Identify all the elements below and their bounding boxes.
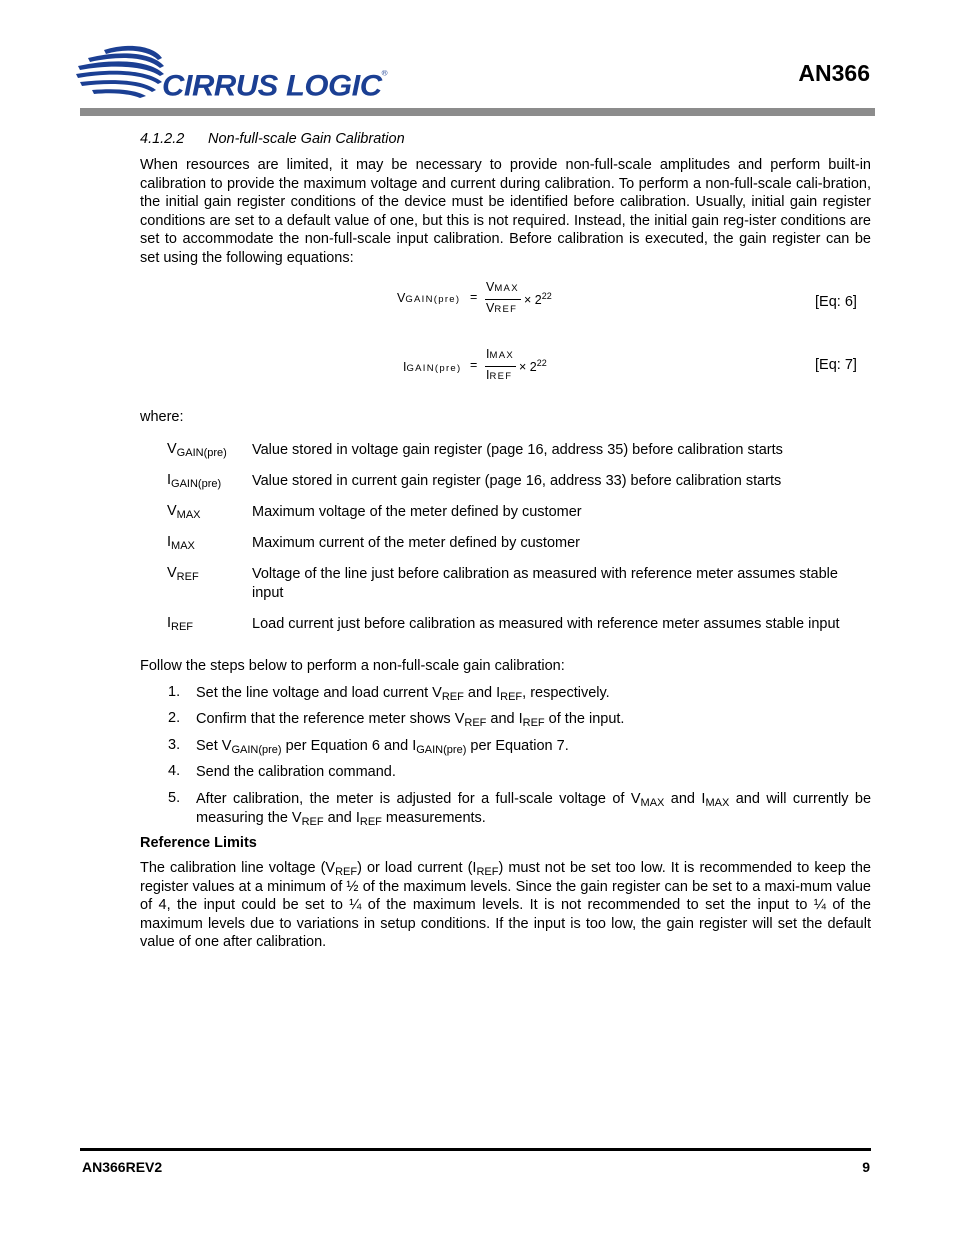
step-number: 4.: [168, 763, 181, 779]
def-desc: Maximum current of the meter defined by customer: [252, 535, 580, 551]
section-title: Non-full-scale Gain Calibration: [208, 131, 405, 147]
section-heading: [140, 131, 405, 147]
section-number: 4.1.2.2: [140, 131, 185, 147]
eq6-numerator: VMAX: [486, 280, 519, 294]
reference-limits-heading: Reference Limits: [140, 835, 257, 851]
step-text: After calibration, the meter is adjusted for a full-scale voltage of $V_{MAX}$ and $I_{MAX}$ and will currently be measuring the $V_{REF}$ and $I_{REF}$ measurements.: [196, 791, 872, 828]
eq7-numerator: IMAX: [486, 347, 514, 361]
footer-page-number: 9: [862, 1159, 870, 1175]
eq6-fraction-bar: [485, 299, 521, 300]
def-term: $V_{GAIN(pre)}$: [167, 441, 227, 459]
def-desc: Value stored in current gain register (page 16, address 33) before calibration starts: [252, 473, 782, 489]
reference-limits-paragraph: The calibration line voltage $(V_{REF})$ or load current $(I_{REF})$ must not be set too low. It is recommended to keep the register values at a minimum of ½ of the maximum levels. Since the gain register can be set to a maxi-mum value of 4, the input could be set to ¼ of the maximum levels. It is not recommended to set the input to ¼ of the maximum levels due to variations in setup conditions. If the input is too low, the gain register will set the default value of one after calibration.: [140, 860, 871, 951]
eq7-fraction-bar: [485, 366, 516, 367]
eq6-power: × $2^{22}$: [524, 291, 552, 308]
eq7-label: [Eq: 7]: [815, 357, 857, 373]
def-term: $I_{MAX}$: [167, 534, 195, 552]
step-text: Set $V_{GAIN(pre)}$ per Equation 6 and $I_{GAIN(pre)}$ per Equation 7.: [196, 738, 569, 756]
step-text: Send the calibration command.: [196, 764, 396, 780]
def-desc: Value stored in voltage gain register (page 16, address 35) before calibration starts: [252, 442, 783, 458]
step-number: 1.: [168, 684, 181, 700]
step-number: 2.: [168, 710, 181, 726]
eq7-denominator: IREF: [486, 368, 513, 382]
def-term: $I_{GAIN(pre)}$: [167, 472, 222, 490]
step-number: 5.: [168, 790, 181, 806]
where-label: where:: [140, 409, 184, 425]
def-term: $V_{REF}$: [167, 565, 199, 583]
step-number: 3.: [168, 737, 181, 753]
eq7-lhs: IGAIN(pre): [403, 360, 462, 374]
eq7-power: × $2^{22}$: [519, 358, 547, 375]
def-desc: Maximum voltage of the meter defined by customer: [252, 504, 582, 520]
footer-rule: [80, 1148, 871, 1151]
def-desc: Voltage of the line just before calibration as measured with reference meter assumes stable input: [252, 566, 838, 601]
eq6-label: [Eq: 6]: [815, 294, 857, 310]
def-desc: Load current just before calibration as measured with reference meter assumes stable input: [252, 616, 840, 632]
eq6-lhs: VGAIN(pre): [397, 291, 461, 305]
def-term: $V_{MAX}$: [167, 503, 201, 521]
steps-intro: Follow the steps below to perform a non-full-scale gain calibration:: [140, 658, 565, 674]
cirrus-logic-wordmark: CIRRUS LOGIC®: [162, 68, 388, 103]
footer-doc-rev: AN366REV2: [82, 1159, 163, 1175]
document-id: AN366: [798, 60, 870, 86]
intro-paragraph: When resources are limited, it may be necessary to provide non-full-scale amplitudes and perform built-in calibration to provide the maximum voltage and current during calibration. To perform a non-full-scale cali-bration, the initial gain register conditions of the device must be identified before calibration. Usually, initial gain register conditions are set to a default value of one, but this is not required. Instead, the initial gain reg-ister conditions are set to accommodate the non-full-scale input calibration. Before calibration is executed, the gain register can be set using the following equations:: [140, 157, 871, 266]
step-text: Confirm that the reference meter shows $V_{REF}$ and $I_{REF}$ of the input.: [196, 711, 625, 729]
step-text: Set the line voltage and load current $V_{REF}$ and $I_{REF}$, respectively.: [196, 685, 610, 703]
header-rule: [80, 108, 875, 116]
eq6-denominator: VREF: [486, 301, 518, 315]
def-term: $I_{REF}$: [167, 615, 194, 633]
